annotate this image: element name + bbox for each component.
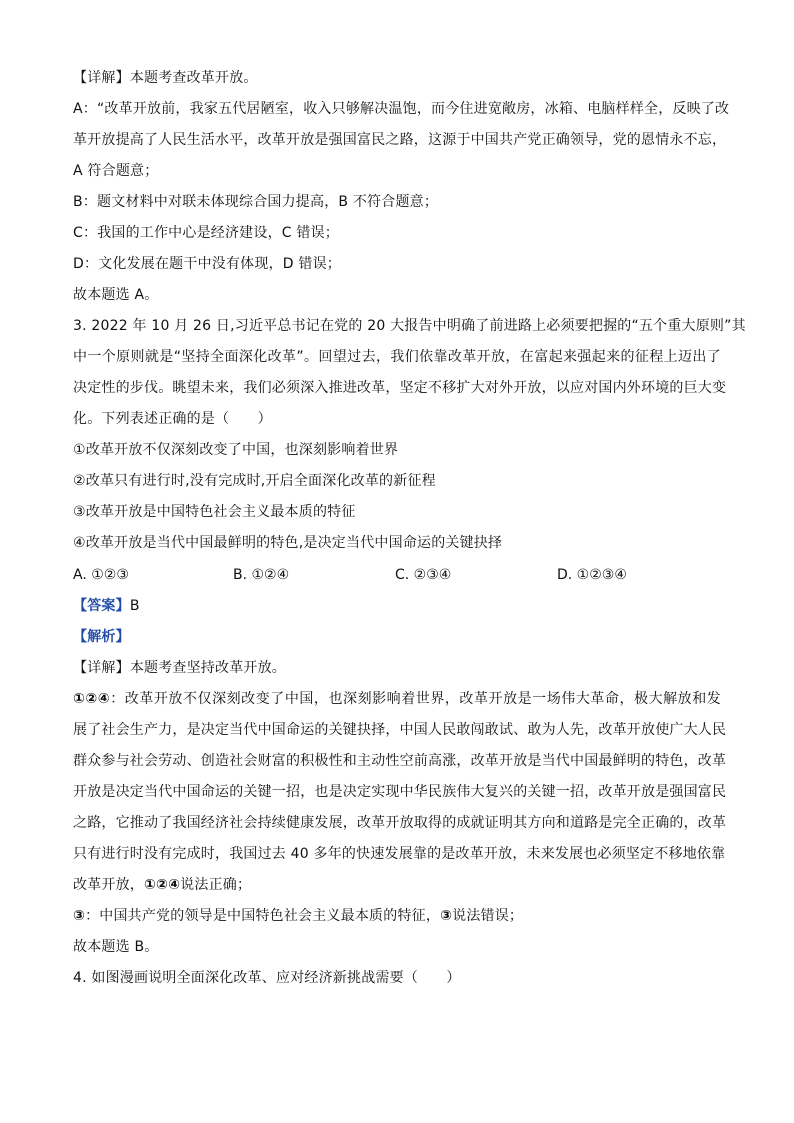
q2-option-a-line3: A 符合题意； <box>73 163 159 179</box>
statement-marker: ①②④ <box>144 877 181 893</box>
q3-explanation-line7 <box>73 875 251 895</box>
q3-option-c: C. ②③④ <box>395 567 452 583</box>
detail-text: 本题考查改革开放。 <box>129 70 258 86</box>
statement-marker: ③ <box>73 908 86 924</box>
q2-detail-line <box>73 68 258 88</box>
q3-stem-line2: 中一个原则就是“坚持全面深化改革”。回望过去，我们依靠改革开放，在富起来强起来的征程上迈出了 <box>73 349 721 365</box>
q3-statement-3: ③改革开放是中国特色社会主义最本质的特征 <box>73 504 356 520</box>
q3-statement-1: ①改革开放不仅深刻改变了中国，也深刻影响着世界 <box>73 442 399 458</box>
statement-marker: ①②④ <box>73 691 111 707</box>
q3-explanation-line6: 只有进行时没有完成时，我国过去 40 多年的快速发展靠的是改革开放，未来发展也必须坚定不移地依靠 <box>73 846 726 862</box>
q2-option-a-line1: A：“改革开放前，我家五代居陋室，收入只够解决温饱，而今住进宽敞房，冰箱、电脑样样全，反映了改 <box>73 101 730 117</box>
answer-tag: 【答案】 <box>73 598 130 614</box>
q3-statement-2: ②改革只有进行时,没有完成时,开启全面深化改革的新征程 <box>73 473 436 489</box>
q3-statement-4: ④改革开放是当代中国最鲜明的特色,是决定当代中国命运的关键抉择 <box>73 535 503 551</box>
q2-option-a-line2: 革开放提高了人民生活水平，改革开放是强国富民之路，这源于中国共产党正确领导，党的恩情永不忘， <box>73 132 727 148</box>
q3-stem-line3: 决定性的步伐。眺望未来，我们必须深入推进改革，坚定不移扩大对外开放，以应对国内外环境的巨大变 <box>73 380 727 396</box>
q3-explanation-line5: 之路，它推动了我国经济社会持续健康发展，改革开放取得的成就证明其方向和道路是完全正确的，改革 <box>73 815 727 831</box>
explanation-text: 改革开放， <box>73 877 144 893</box>
explanation-text: ：中国共产党的领导是中国特色社会主义最本质的特征， <box>85 908 441 924</box>
q2-option-d: D：文化发展在题干中没有体现，D 错误； <box>73 256 342 272</box>
q3-analysis-tag: 【解析】 <box>73 629 130 645</box>
explanation-text: ：改革开放不仅深刻改变了中国，也深刻影响着世界，改革开放是一场伟大革命，极大解放和发 <box>110 691 721 707</box>
q2-conclusion: 故本题选 A。 <box>73 287 159 303</box>
q3-explanation-line1 <box>73 689 721 709</box>
q3-stem-line1: 3. 2022 年 10 月 26 日,习近平总书记在党的 20 大报告中明确了前进路上必须要把握的“五个重大原则”其 <box>73 318 746 334</box>
q2-option-b: B：题文材料中对联未体现综合国力提高，B 不符合题意； <box>73 194 439 210</box>
q4-stem: 4. 如图漫画说明全面深化改革、应对经济新挑战需要（ ） <box>73 970 461 986</box>
q3-option-d: D. ①②③④ <box>557 567 627 583</box>
explanation-text: 说法正确； <box>180 877 252 893</box>
answer-value: B <box>129 598 140 614</box>
q3-explanation-statement3 <box>73 906 523 926</box>
q3-detail-line <box>73 658 286 678</box>
q3-explanation-line3: 群众参与社会劳动、创造社会财富的积极性和主动性空前高涨，改革开放是当代中国最鲜明的特色，改革 <box>73 753 727 769</box>
q3-answer-line <box>73 596 140 616</box>
detail-tag: 【详解】 <box>73 70 130 86</box>
explanation-text: 说法错误； <box>452 908 524 924</box>
detail-text: 本题考查坚持改革开放。 <box>129 660 287 676</box>
q3-option-b: B. ①②④ <box>233 567 290 583</box>
q3-stem-line4: 化。下列表述正确的是（ ） <box>73 411 272 427</box>
statement-marker: ③ <box>440 908 453 924</box>
q2-option-c: C：我国的工作中心是经济建设，C 错误； <box>73 225 339 241</box>
detail-tag: 【详解】 <box>73 660 130 676</box>
q3-explanation-line2: 展了社会生产力，是决定当代中国命运的关键抉择，中国人民敢闯敢试、敢为人先，改革开放使广大人民 <box>73 722 727 738</box>
q3-explanation-line4: 开放是决定当代中国命运的关键一招，也是决定实现中华民族伟大复兴的关键一招，改革开放是强国富民 <box>73 784 727 800</box>
q3-option-a: A. ①②③ <box>73 567 129 583</box>
q3-conclusion: 故本题选 B。 <box>73 939 159 955</box>
